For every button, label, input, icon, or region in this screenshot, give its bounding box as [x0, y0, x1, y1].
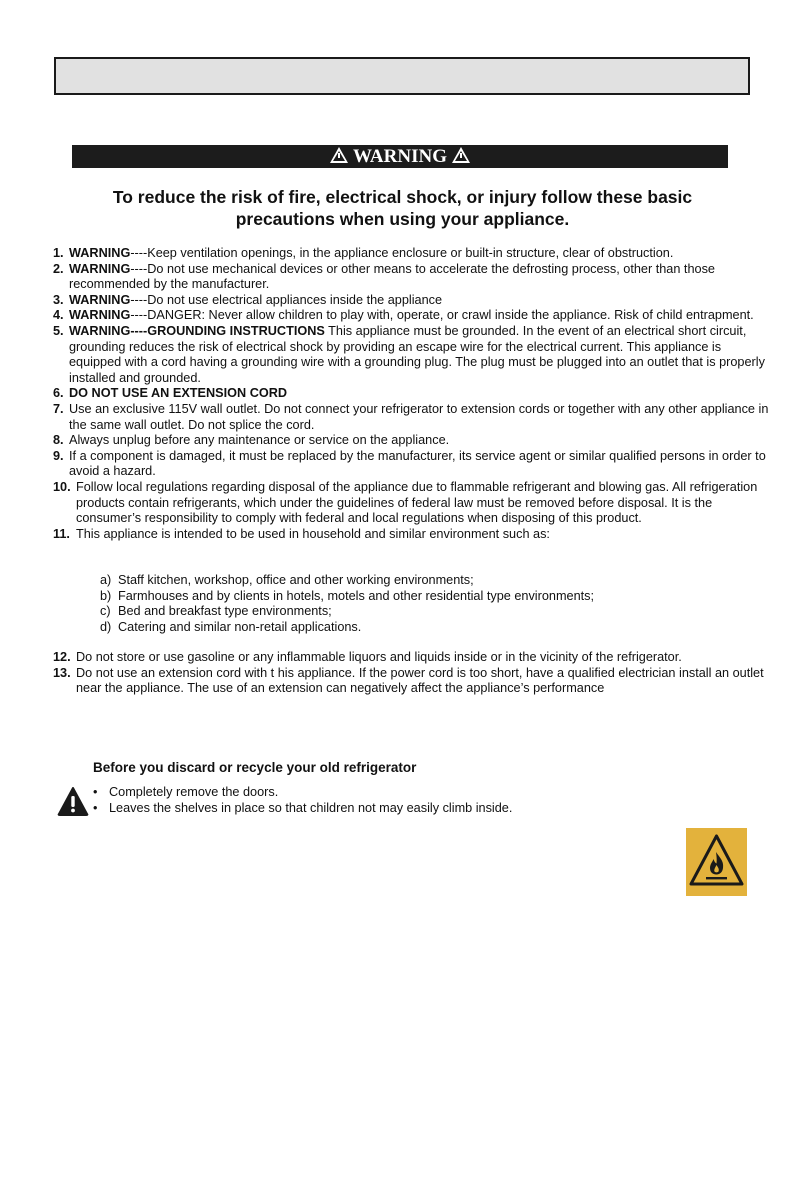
safety-list — [53, 246, 773, 542]
list-item: 10. Follow local regulations regarding disposal of the appliance due to flammable refrigerant and blowing gas. All refrigeration products contain refrigerants, which under the guidelines of federal law must be removed before disposal. It is the consumer’s responsibility to comply with federal and local regulations when disposing of this product. — [53, 479, 758, 526]
list-item: 13. Do not use an extension cord with t his appliance. If the power cord is too short, have a qualified electrician install an outlet near the appliance. The use of an extension can negatively affect the appliance’s performance — [53, 665, 764, 696]
list-item: 1. WARNING----Keep ventilation openings, in the appliance enclosure or built-in structure, clear of obstruction. — [53, 246, 674, 260]
bullet-item: • Leaves the shelves in place so that children not may easily climb inside. — [93, 800, 513, 815]
list-item: 3. WARNING----Do not use electrical appliances inside the appliance — [53, 292, 443, 307]
list-item: 6. DO NOT USE AN EXTENSION CORD — [53, 386, 288, 401]
warning-triangle-icon — [452, 147, 470, 163]
intro-line-2: precautions when using your appliance. — [235, 209, 570, 229]
intro-heading — [60, 186, 745, 230]
warning-triangle-icon — [57, 786, 89, 816]
bullet-item: • Completely remove the doors. — [93, 785, 279, 799]
list-item: 11. This appliance is intended to be used in household and similar environment such as: — [53, 526, 550, 541]
list-item: 2. WARNING----Do not use mechanical devices or other means to accelerate the defrosting process, other than those recommended by the manufacturer. — [53, 261, 715, 292]
intro-line-1: To reduce the risk of fire, electrical shock, or injury follow these basic — [112, 187, 693, 207]
warning-label: WARNING — [353, 146, 447, 167]
list-item: 8. Always unplug before any maintenance or service on the appliance. — [53, 433, 450, 448]
warning-triangle-icon — [330, 147, 348, 163]
flammable-flame-icon — [686, 828, 747, 896]
header-band — [54, 57, 750, 95]
list-item: 9. If a component is damaged, it must be replaced by the manufacturer, its service agent or similar qualified persons in order to avoid a hazard. — [53, 448, 766, 479]
sub-list-item: d) Catering and similar non-retail applications. — [100, 619, 362, 634]
list-item: 5. WARNING----GROUNDING INSTRUCTIONS This appliance must be grounded. In the event of an electrical short circuit, grounding reduces the risk of electrical shock by providing an escape wire for the electrical current. This appliance is equipped with a cord having a grounding wire with a grounding plug. The plug must be plugged into an outlet that is properly installed and grounded. — [53, 323, 765, 385]
sub-list-item: a) Staff kitchen, workshop, office and other working environments; — [100, 573, 474, 587]
list-item: 12. Do not store or use gasoline or any inflammable liquors and liquids inside or in the vicinity of the refrigerator. — [53, 650, 682, 664]
list-item: 7. Use an exclusive 115V wall outlet. Do not connect your refrigerator to extension cords or together with any other appliance in the same wall outlet. Do not splice the cord. — [53, 401, 769, 432]
safety-list-continued — [53, 650, 773, 697]
flammable-warning-badge — [686, 828, 747, 896]
discard-bullets — [93, 785, 512, 816]
list-item: 4. WARNING----DANGER: Never allow children to play with, operate, or crawl inside the appliance. Risk of child entrapment. — [53, 308, 754, 323]
discard-heading: Before you discard or recycle your old refrigerator — [93, 760, 417, 775]
warning-banner — [72, 145, 728, 168]
sub-list-item: b) Farmhouses and by clients in hotels, motels and other residential type environments; — [100, 588, 595, 603]
sub-list-item: c) Bed and breakfast type environments; — [100, 604, 332, 619]
environment-sublist — [100, 573, 594, 635]
